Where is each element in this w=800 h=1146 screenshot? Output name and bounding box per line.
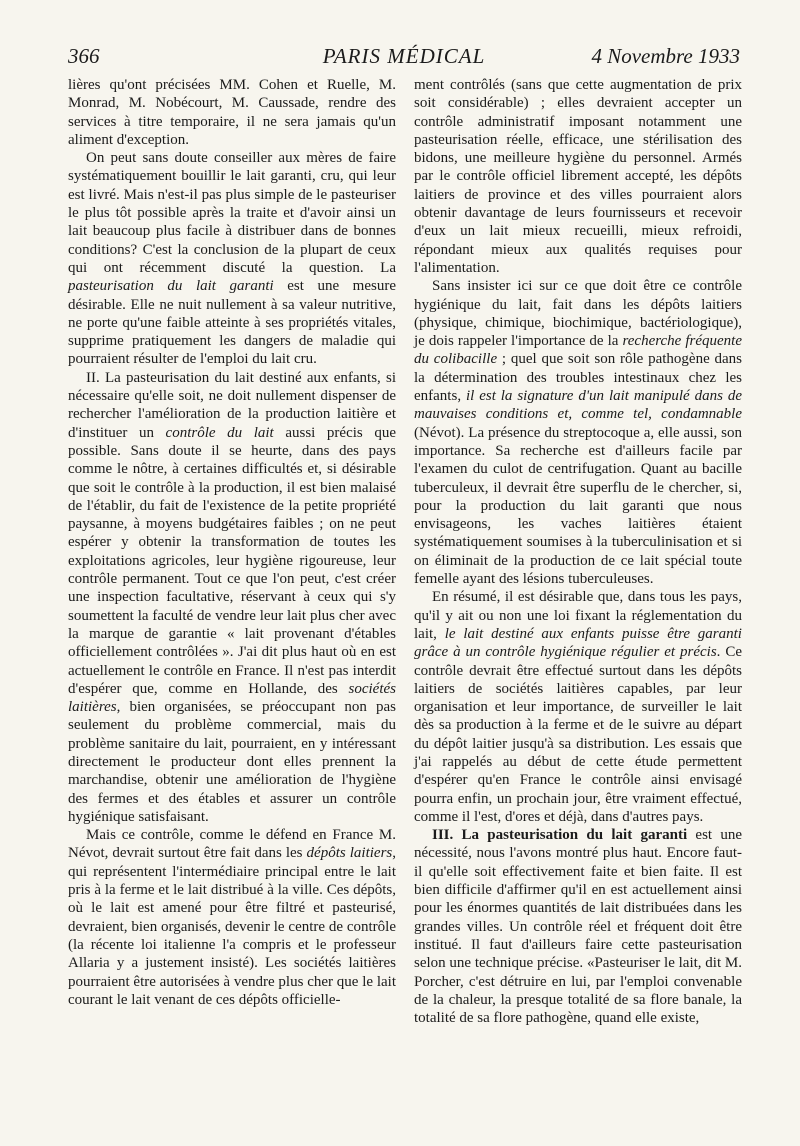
paragraph: Sans insister ici sur ce que doit être ce contrôle hygiénique du lait, fait dans les dépôts laitiers (physique, chimique, biochimique, bactériologique), je dois rappeler l'importance de la recherche fréquente du colibacille ; quel que soit son rôle pathogène dans la détermination des troubles intestinaux chez les enfants, il est la signature d'un lait manipulé dans de mauvaises conditions et, comme tel, condamnable (Névot). La présence du streptocoque a, elle aussi, son importance. Sa recherche est d'ailleurs facile par l'examen du culot de centrifugation. Quant au bacille tuberculeux, il devrait être superflu de le chercher, si, pour la production du lait garanti que nous envisageons, les vaches laitières étaient systématiquement soumises à la tuberculinisation et si on éliminait de la production de ce lait spécial toute femelle ayant des lésions tuberculeuses. — [414, 278, 743, 588]
paragraph: III. La pasteurisation du lait garanti est une nécessité, nous l'avons montré plus haut. Encore faut-il qu'elle soit effectivement faite et bien faite. Il est bien difficile d'affirmer qu'il en est actuellement ainsi pour les énormes quantités de lait distribuées dans les grandes villes. Un contrôle réel et fréquent doit être institué. Il faut d'ailleurs faire cette pasteurisation selon une technique précise. «Pasteuriser le lait, dit M. Porcher, c'est détruire en lui, par l'emploi convenable de la chaleur, la presque totalité de sa flore banale, la totalité de sa flore pathogène, quand elle existe, — [414, 827, 742, 1027]
left-column — [68, 76, 396, 1009]
page-header — [68, 44, 740, 70]
paragraph: II. La pasteurisation du lait destiné aux enfants, si nécessaire qu'elle soit, ne doit nullement dispenser de rechercher l'amélioration de la production laitière et d'instituer un contrôle du lait aussi précis que possible. Sans doute il se heurte, dans des pays comme le nôtre, à certaines difficultés et, si désirable que soit le contrôle à la production, il est bien malaisé de l'établir, du fait de l'existence de la petite propriété paysanne, à moyens budgétaires faibles ; on ne peut espérer y obtenir la transformation de toutes les exploitations agricoles, leur hygiène rigoureuse, leur contrôle permanent. Tout ce que l'on peut, c'est créer une inspection facultative, réservant à ceux qui s'y soumettent la faculté de vendre leur lait plus cher avec la marque de garantie « lait provenant d'étables officiellement contrôlées ». J'ai dit plus haut où en est actuellement le contrôle en France. Il n'est pas interdit d'espérer que, comme en Hollande, des sociétés laitières, bien organisées, se préoccupant non pas seulement du problème commercial, mais du problème sanitaire du lait, pourraient, en y intéressant directement le producteur dont elles prennent la marchandise, obtenir une amélioration de l'hygiène des fermes et des étables et assurer un contrôle hygiénique satisfaisant. — [68, 369, 396, 825]
paragraph: ment contrôlés (sans que cette augmentation de prix soit considérable) ; elles devraient accepter un contrôle administratif imposant notamment une pasteurisation réelle, efficace, une stérilisation des bidons, une meilleure hygiène du personnel. Armés par le contrôle officiel librement accepté, les dépôts laitiers de province et des villes pourraient alors obtenir davantage de leurs fournisseurs et recevoir d'eux un lait mieux recueilli, mieux refroidi, répondant mieux aux qualités requises pour l'alimentation. — [414, 77, 742, 276]
paragraph: On peut sans doute conseiller aux mères de faire systématiquement bouillir le lait garanti, cru, qui leur est livré. Mais n'est-il pas plus simple de le pasteuriser le plus tôt possible après la traite et d'avoir ainsi un lait beaucoup plus facile à distribuer dans de bonnes conditions? C'est la conclusion de la plupart de ceux qui ont récemment discuté la question. La pasteurisation du lait garanti est une mesure désirable. Elle ne nuit nullement à sa valeur nutritive, ne porte qu'une faible atteinte à ses propriétés vitales, supprime pratiquement les dangers de maladie qui pourraient résulter de l'emploi du lait cru. — [68, 150, 396, 368]
paragraph: En résumé, il est désirable que, dans tous les pays, qu'il y ait ou non une loi fixant la réglementation du lait, le lait destiné aux enfants puisse être garanti grâce à un contrôle hygiénique régulier et précis. Ce contrôle devrait être effectué surtout dans les dépôts laitiers de sociétés laitières capables, par leur organisation et leur importance, de surveiller le lait dès sa production à la ferme et de le suivre au départ du dépôt laitier jusqu'à sa distribution. Les essais que j'ai rappelés au début de cette étude permettent d'espérer qu'en France le contrôle ainsi envisagé pourra enfin, un prochain jour, être vraiment effectué, comme il l'est, d'ores et déjà, dans d'autres pays. — [414, 589, 742, 825]
issue-date: 4 Novembre 1933 — [591, 44, 740, 68]
section-heading: III. La pasteurisation du lait garanti — [432, 827, 688, 844]
paragraph: Mais ce contrôle, comme le défend en France M. Névot, devrait surtout être fait dans les dépôts laitiers, qui représentent l'intermédiaire principal entre le lait pris à la ferme et le lait distribué à la ville. Ces dépôts, où le lait est amené pour être filtré et pasteurisé, devraient, bien organisés, devenir le centre de contrôle (la récente loi italienne l'a compris et le professeur Allaria y a justement insisté). Les sociétés laitières pourraient être autorisées à vendre plus cher que le lait courant le lait venant de ces dépôts officielle- — [68, 827, 396, 1008]
journal-title: PARIS MÉDICAL — [322, 44, 486, 68]
right-column — [414, 76, 742, 1027]
page-number: 366 — [68, 44, 100, 68]
paragraph: lières qu'ont précisées MM. Cohen et Ruelle, M. Monrad, M. Nobécourt, M. Caussade, rendre des services à titre temporaire, il ne sera jamais qu'un aliment d'exception. — [68, 77, 396, 148]
